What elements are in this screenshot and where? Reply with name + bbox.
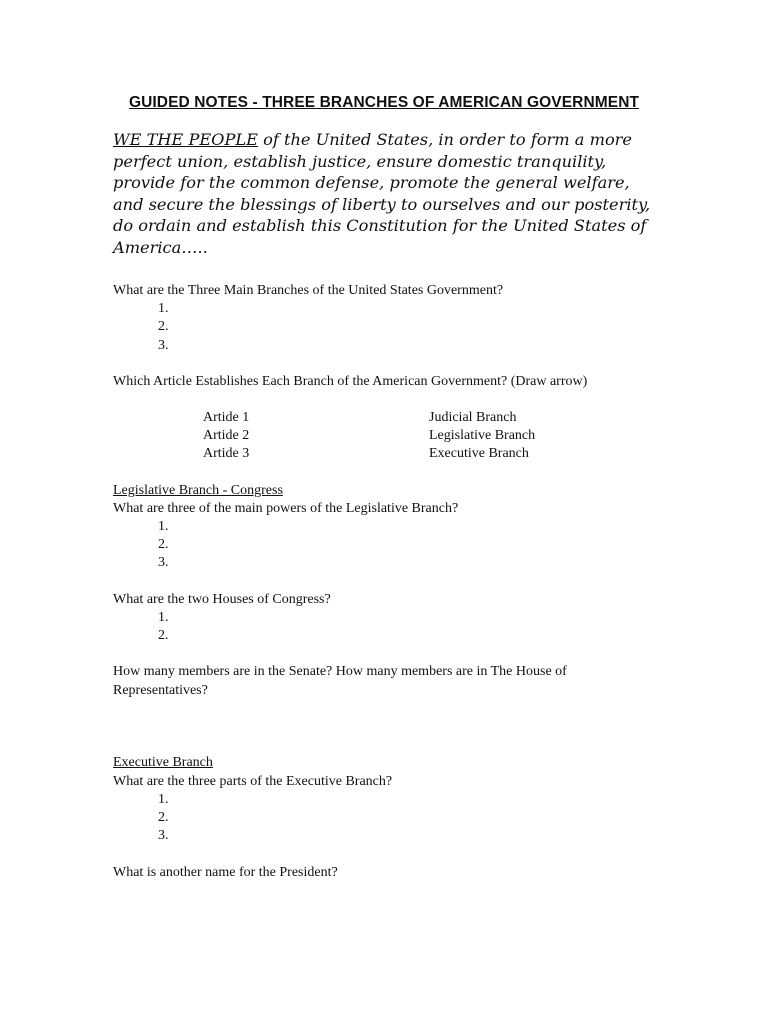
article-label: Artide 3 xyxy=(203,446,250,461)
page-title: GUIDED NOTES - THREE BRANCHES OF AMERICAN GOVERNMENT xyxy=(128,94,640,111)
answer-number: 2. xyxy=(158,537,169,552)
answer-number: 3. xyxy=(158,555,169,570)
article-label: Artide 2 xyxy=(203,428,250,443)
answer-number: 2. xyxy=(158,810,169,825)
answer-number: 3. xyxy=(158,338,169,353)
question-three-branches: What are the Three Main Branches of the United States Government? xyxy=(113,283,504,298)
question-members-line1: How many members are in the Senate? How many members are in The House of xyxy=(113,664,567,679)
answer-number: 3. xyxy=(158,828,169,843)
answer-number: 1. xyxy=(158,301,169,316)
question-houses: What are the two Houses of Congress? xyxy=(113,592,331,607)
legislative-heading: Legislative Branch - Congress xyxy=(113,483,283,498)
answer-number: 1. xyxy=(158,519,169,534)
branch-label: Judicial Branch xyxy=(429,410,517,425)
executive-heading: Executive Branch xyxy=(113,755,213,770)
article-label: Artide 1 xyxy=(203,410,250,425)
answer-number: 2. xyxy=(158,319,169,334)
question-members-line2: Representatives? xyxy=(113,683,208,698)
answer-number: 2. xyxy=(158,628,169,643)
question-executive-parts: What are the three parts of the Executive Branch? xyxy=(113,774,393,789)
question-president-name: What is another name for the President? xyxy=(113,865,338,880)
preamble-body: of the United States, in order to form a more perfect union, establish justice, ensure domestic tranquility, provide for the common defense, promote the general welfare, and secure the blessings of liberty to ourselves and our posterity, do ordain and establish this Constitution for the United States of America….. xyxy=(113,130,651,257)
question-legislative-powers: What are three of the main powers of the Legislative Branch? xyxy=(113,501,459,516)
preamble-text xyxy=(113,129,658,259)
question-articles: Which Article Establishes Each Branch of the American Government? (Draw arrow) xyxy=(113,374,588,389)
branch-label: Executive Branch xyxy=(429,446,529,461)
branch-label: Legislative Branch xyxy=(429,428,536,443)
preamble-lead: WE THE PEOPLE xyxy=(113,130,258,149)
answer-number: 1. xyxy=(158,792,169,807)
answer-number: 1. xyxy=(158,610,169,625)
